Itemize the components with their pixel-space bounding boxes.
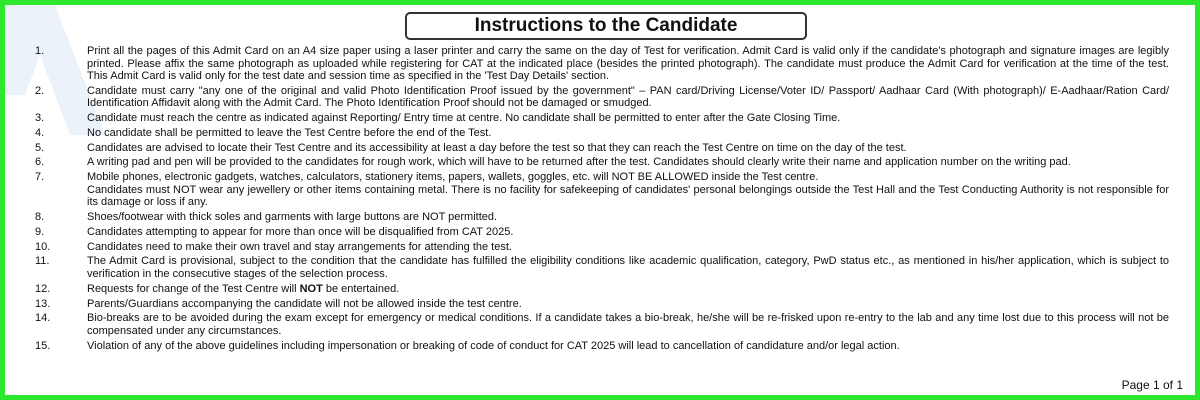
instruction-text: The Admit Card is provisional, subject to the condition that the candidate has fulfilled the eligibility conditions like academic qualification, category, PwD status etc., as mentioned in his/her application, which is subject to verification in the consecutive stages of the selection process. (87, 255, 1169, 280)
instruction-text: Violation of any of the above guidelines including impersonation or breaking of code of conduct for CAT 2025 will lead to cancellation of candidature and/or legal action. (87, 339, 900, 352)
instruction-number: 10. (35, 240, 51, 253)
instruction-item (35, 283, 1169, 296)
instruction-item (35, 226, 1169, 239)
page-number: Page 1 of 1 (1121, 378, 1183, 392)
instruction-number: 15. (35, 339, 51, 352)
instruction-text-part: be entertained. (322, 282, 400, 295)
instruction-text: Candidate must carry "any one of the original and valid Photo Identification Proof issued by the government" – PAN card/Driving License/Voter ID/ Passport/ Aadhaar Card (With photograph)/ E-Aadhaar/Ration Card/ Identification Affidavit along with the Admit Card. The Photo Identification Proof should not be damaged or smudged. (87, 84, 1169, 110)
instruction-item (35, 45, 1169, 83)
instruction-item (35, 156, 1169, 169)
instruction-text (87, 283, 1169, 296)
instruction-text: Candidates need to make their own travel and stay arrangements for attending the test. (87, 240, 512, 253)
instruction-text: Shoes/footwear with thick soles and garments with large buttons are NOT permitted. (87, 211, 498, 224)
instruction-text: Bio-breaks are to be avoided during the exam except for emergency or medical conditions. If a candidate takes a bio-break, he/she will be re-frisked upon re-entry to the lab and any time lost due to this process will not be compensated under any circumstances. (87, 312, 1169, 337)
instruction-emphasis: NOT (299, 282, 323, 295)
instruction-item (35, 312, 1169, 337)
instruction-item (35, 142, 1169, 155)
instruction-item (35, 127, 1169, 140)
instruction-text-part: Requests for change of the Test Centre will (87, 282, 300, 295)
instruction-number: 2. (35, 84, 45, 97)
instruction-item (35, 171, 1169, 209)
instruction-number: 3. (35, 112, 45, 125)
instruction-number: 7. (35, 171, 45, 184)
instruction-item (35, 241, 1169, 254)
instructions-list (35, 45, 1169, 354)
instruction-number: 1. (35, 45, 45, 57)
instruction-text: Print all the pages of this Admit Card on an A4 size paper using a laser printer and carry the same on the day of Test for verification. Admit Card is valid only if the candidate's photograph and signature images are legibly printed. Please affix the same photograph as uploaded while registering for CAT at the indicated place (besides the printed photograph). The candidate must produce the Admit Card for verification at the time of the test. This Admit Card is valid only for the test date and session time as specified in the 'Test Day Details' section. (87, 45, 1169, 82)
instruction-text: Candidates attempting to appear for more than once will be disqualified from CAT 2025. (87, 225, 514, 238)
instruction-text: Parents/Guardians accompanying the candidate will not be allowed inside the test centre. (87, 297, 522, 310)
instruction-text-line: Candidates must NOT wear any jewellery or other items containing metal. There is no facility for safekeeping of candidates' personal belongings outside the Test Hall and the Test Conducting Authority is not responsible for its damage or loss if any. (87, 183, 1169, 209)
instruction-number: 13. (35, 297, 51, 310)
instruction-item (35, 112, 1169, 125)
page-title: Instructions to the Candidate (405, 12, 807, 40)
instruction-number: 4. (35, 126, 45, 139)
instruction-item (35, 298, 1169, 311)
instruction-text: Candidate must reach the centre as indicated against Reporting/ Entry time at centre. No candidate shall be permitted to enter after the Gate Closing Time. (87, 112, 841, 125)
instruction-text: No candidate shall be permitted to leave the Test Centre before the end of the Test. (87, 126, 492, 139)
instruction-number: 11. (35, 255, 50, 268)
instruction-text: Candidates are advised to locate their Test Centre and its accessibility at least a day before the test so that they can reach the Test Centre on time on the day of the test. (87, 141, 907, 154)
instruction-number: 8. (35, 211, 45, 224)
instruction-number: 12. (35, 282, 51, 295)
instruction-number: 14. (35, 312, 51, 325)
instruction-text-line: Mobile phones, electronic gadgets, watches, calculators, stationery items, papers, wallets, goggles, etc. will NOT BE ALLOWED inside the Test centre. (87, 171, 819, 184)
instruction-number: 6. (35, 156, 45, 169)
instruction-item (35, 85, 1169, 110)
instruction-item (35, 340, 1169, 353)
instruction-number: 5. (35, 141, 45, 154)
instruction-item (35, 255, 1169, 280)
instruction-text: A writing pad and pen will be provided to the candidates for rough work, which will have to be returned after the test. Candidates should clearly write their name and application number on the writing pad. (87, 156, 1071, 169)
instruction-text (87, 171, 1169, 209)
instruction-item (35, 211, 1169, 224)
instruction-number: 9. (35, 225, 45, 238)
